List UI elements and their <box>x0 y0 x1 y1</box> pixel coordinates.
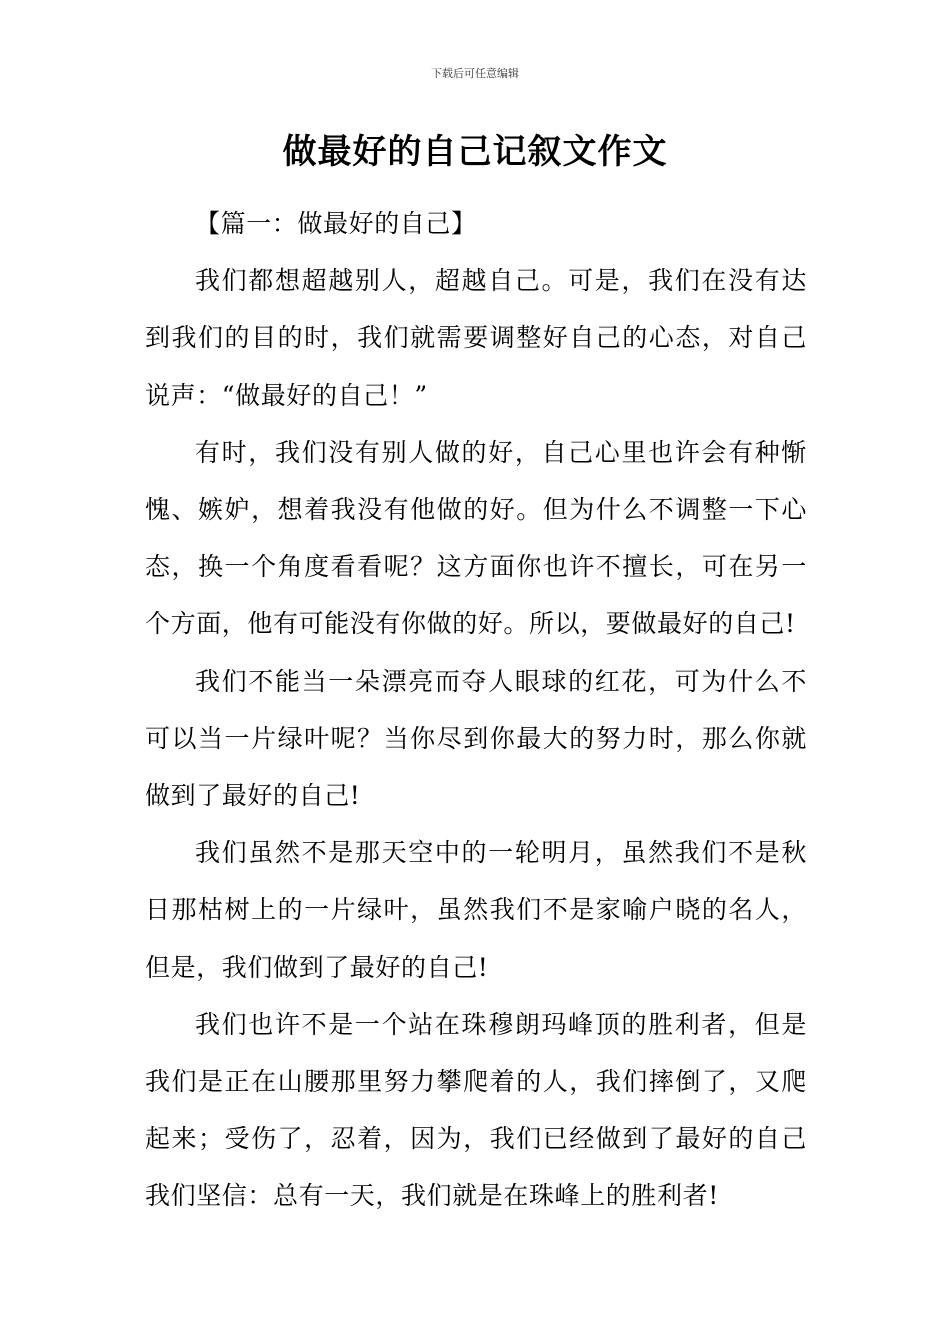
paragraph-4: 我们虽然不是那天空中的一轮明月，虽然我们不是秋日那枯树上的一片绿叶，虽然我们不是家喻户晓的名人，但是，我们做到了最好的自己! <box>145 838 807 982</box>
paragraph-2: 有时，我们没有别人做的好，自己心里也许会有种惭愧、嫉妒，想着我没有他做的好。但为什么不调整一下心态，换一个角度看看呢？这方面你也许不擅长，可在另一个方面，他有可能没有你做的好。所以，要做最好的自己! <box>145 437 807 639</box>
document-body <box>145 195 807 1225</box>
paragraph-5: 我们也许不是一个站在珠穆朗玛峰顶的胜利者，但是我们是正在山腰那里努力攀爬着的人，我们摔倒了，又爬起来；受伤了，忍着，因为，我们已经做到了最好的自己我们坚信：总有一天，我们就是在珠峰上的胜利者! <box>145 1009 807 1211</box>
paragraph-1: 我们都想超越别人，超越自己。可是，我们在没有达到我们的目的时，我们就需要调整好自己的心态，对自己说声：“做最好的自己！” <box>145 266 807 410</box>
document-title: 做最好的自己记叙文作文 <box>282 132 668 172</box>
page-header-note: 下载后可任意编辑 <box>431 67 519 80</box>
section-heading: 【篇一：做最好的自己】 <box>195 209 477 238</box>
paragraph-3: 我们不能当一朵漂亮而夺人眼球的红花，可为什么不可以当一片绿叶呢？当你尽到你最大的努力时，那么你就做到了最好的自己! <box>145 666 807 811</box>
